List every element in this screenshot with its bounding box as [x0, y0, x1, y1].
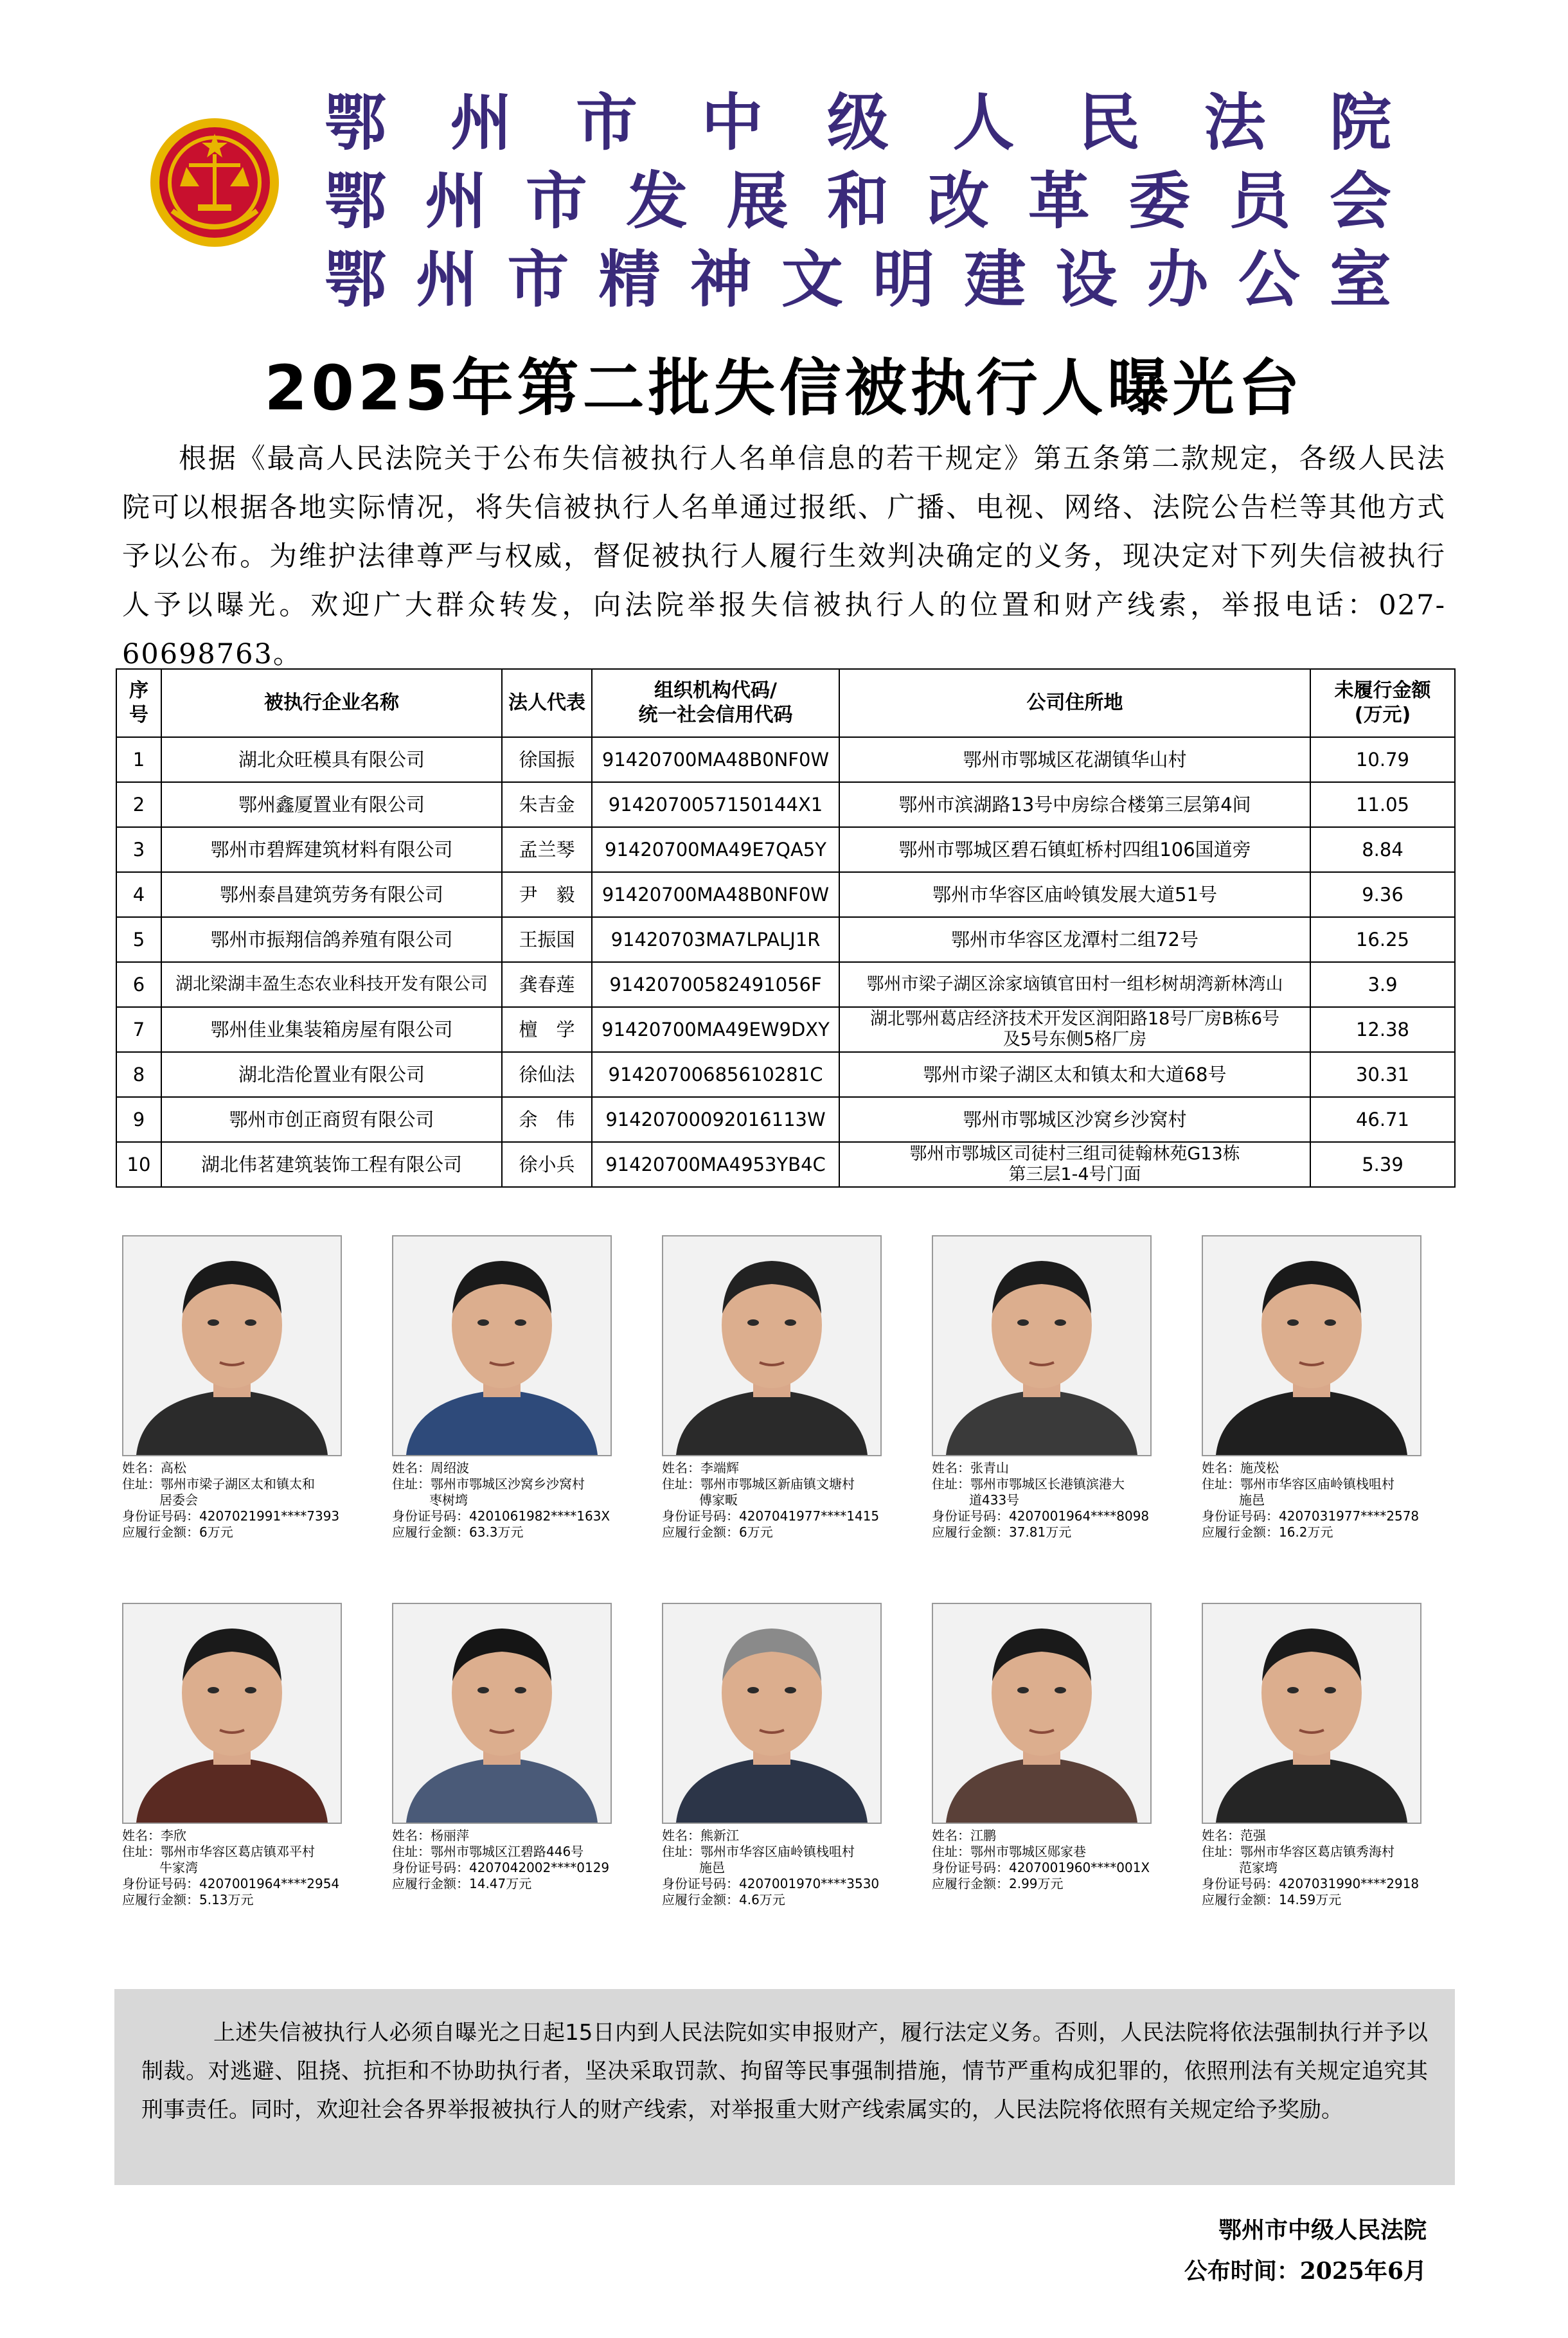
cell-company-name: 鄂州市创正商贸有限公司 — [161, 1097, 502, 1142]
cell-amount: 5.39 — [1310, 1142, 1455, 1187]
header-company-name: 被执行企业名称 — [161, 669, 502, 737]
footer — [1092, 2209, 1427, 2292]
cell-credit-code: 91420700MA4953YB4C — [592, 1142, 839, 1187]
person-id-number: 身份证号码：4207001970****3530 — [662, 1876, 880, 1891]
portrait-photo — [392, 1603, 612, 1824]
header-address: 公司住所地 — [839, 669, 1310, 737]
person-address: 住址：鄂州市华容区庙岭镇栈咀村 — [1202, 1476, 1394, 1492]
person-amount: 应履行金额：63.3万元 — [392, 1524, 524, 1540]
table-row — [116, 737, 1455, 782]
table-row — [116, 962, 1455, 1007]
cell-seq: 5 — [116, 917, 161, 962]
debtor-person-card — [1202, 1603, 1420, 1908]
header-amount: 未履行金额 (万元) — [1310, 669, 1455, 737]
cell-seq: 2 — [116, 782, 161, 827]
debtor-company-table — [116, 668, 1456, 1188]
cell-seq: 7 — [116, 1007, 161, 1052]
portrait-photo — [1202, 1603, 1421, 1824]
header-seq: 序号 — [116, 669, 161, 737]
table-row — [116, 917, 1455, 962]
table-row — [116, 1052, 1455, 1097]
person-address-cont: 范家塆 — [1239, 1860, 1278, 1875]
cell-seq: 4 — [116, 872, 161, 917]
cell-company-name: 鄂州市振翔信鸽养殖有限公司 — [161, 917, 502, 962]
cell-company-name: 湖北伟茗建筑装饰工程有限公司 — [161, 1142, 502, 1187]
person-name: 姓名：李端辉 — [662, 1460, 739, 1476]
publish-date: 公布时间：2025年6月 — [1184, 2258, 1427, 2285]
cell-address: 鄂州市鄂城区沙窝乡沙窝村 — [839, 1097, 1310, 1142]
cell-legal-rep: 檀 学 — [502, 1007, 592, 1052]
debtor-person-card — [662, 1235, 880, 1540]
portrait-photo — [392, 1235, 612, 1456]
cell-credit-code: 91420700582491056F — [592, 962, 839, 1007]
person-id-number: 身份证号码：4207042002****0129 — [392, 1860, 610, 1875]
table-row — [116, 1007, 1455, 1052]
cell-company-name: 鄂州鑫厦置业有限公司 — [161, 782, 502, 827]
notice-box — [114, 1989, 1455, 2185]
cell-legal-rep: 徐国振 — [502, 737, 592, 782]
person-caption — [392, 1460, 610, 1540]
table-row — [116, 1142, 1455, 1187]
person-amount: 应履行金额：2.99万元 — [932, 1876, 1064, 1891]
cell-address: 鄂州市梁子湖区涂家垴镇官田村一组杉树胡湾新林湾山 — [839, 962, 1310, 1007]
person-caption — [662, 1828, 880, 1908]
issuer-name: 鄂州市中级人民法院 — [1218, 2217, 1427, 2244]
person-address-cont: 施邑 — [1239, 1492, 1265, 1508]
person-amount: 应履行金额：6万元 — [122, 1524, 233, 1540]
cell-credit-code: 91420700MA49EW9DXY — [592, 1007, 839, 1052]
cell-credit-code: 91420700MA49E7QA5Y — [592, 827, 839, 872]
page-title: 2025年第二批失信被执行人曝光台 — [264, 352, 1304, 424]
person-address: 住址：鄂州市鄂城区郧家巷 — [932, 1844, 1086, 1859]
person-address: 住址：鄂州市鄂城区沙窝乡沙窝村 — [392, 1476, 585, 1492]
person-caption — [932, 1460, 1150, 1540]
person-caption — [1202, 1460, 1420, 1540]
debtor-person-card — [1202, 1235, 1420, 1540]
cell-address: 鄂州市鄂城区司徒村三组司徒翰林苑G13栋 第三层1-4号门面 — [839, 1142, 1310, 1187]
cell-legal-rep: 徐小兵 — [502, 1142, 592, 1187]
debtor-person-card — [392, 1603, 610, 1892]
cell-credit-code: 91420700092016113W — [592, 1097, 839, 1142]
person-address-cont: 道433号 — [969, 1492, 1020, 1508]
person-name: 姓名：施茂松 — [1202, 1460, 1279, 1476]
portrait-silhouette-icon — [393, 1604, 610, 1823]
person-name: 姓名：杨丽萍 — [392, 1828, 469, 1843]
person-caption — [1202, 1828, 1420, 1908]
person-address: 住址：鄂州市华容区庙岭镇栈咀村 — [662, 1844, 855, 1859]
person-address-cont: 施邑 — [699, 1860, 725, 1875]
person-amount: 应履行金额：37.81万元 — [932, 1524, 1072, 1540]
portrait-photo — [662, 1235, 882, 1456]
cell-legal-rep: 孟兰琴 — [502, 827, 592, 872]
cell-legal-rep: 尹 毅 — [502, 872, 592, 917]
person-id-number: 身份证号码：4207031990****2918 — [1202, 1876, 1420, 1891]
portrait-photo — [122, 1603, 342, 1824]
debtor-person-card — [392, 1235, 610, 1540]
portrait-silhouette-icon — [933, 1236, 1150, 1455]
cell-address: 鄂州市鄂城区碧石镇虹桥村四组106国道旁 — [839, 827, 1310, 872]
cell-credit-code: 91420700685610281C — [592, 1052, 839, 1097]
person-id-number: 身份证号码：4207021991****7393 — [122, 1508, 340, 1524]
table-header-row — [116, 669, 1455, 737]
cell-amount: 12.38 — [1310, 1007, 1455, 1052]
cell-amount: 9.36 — [1310, 872, 1455, 917]
header-legal-rep: 法人代表 — [502, 669, 592, 737]
person-id-number: 身份证号码：4207001964****2954 — [122, 1876, 340, 1891]
table-row — [116, 872, 1455, 917]
cell-credit-code: 91420700MA48B0NF0W — [592, 737, 839, 782]
person-caption — [932, 1828, 1150, 1892]
portrait-silhouette-icon — [1203, 1236, 1420, 1455]
person-caption — [122, 1828, 341, 1908]
cell-legal-rep: 龚春莲 — [502, 962, 592, 1007]
portrait-silhouette-icon — [123, 1236, 341, 1455]
cell-seq: 1 — [116, 737, 161, 782]
org-line-3: 鄂 州 市 精 神 文 明 建 设 办 公 室 — [325, 242, 1391, 316]
cell-amount: 11.05 — [1310, 782, 1455, 827]
debtor-person-card — [122, 1235, 341, 1540]
cell-address: 鄂州市梁子湖区太和镇太和大道68号 — [839, 1052, 1310, 1097]
cell-amount: 10.79 — [1310, 737, 1455, 782]
person-address: 住址：鄂州市鄂城区长港镇滨港大 — [932, 1476, 1125, 1492]
cell-address: 鄂州市滨湖路13号中房综合楼第三层第4间 — [839, 782, 1310, 827]
cell-legal-rep: 王振国 — [502, 917, 592, 962]
portrait-photo — [1202, 1235, 1421, 1456]
person-caption — [122, 1460, 341, 1540]
cell-address: 鄂州市华容区龙潭村二组72号 — [839, 917, 1310, 962]
person-amount: 应履行金额：16.2万元 — [1202, 1524, 1333, 1540]
person-amount: 应履行金额：14.47万元 — [392, 1876, 532, 1891]
person-amount: 应履行金额：6万元 — [662, 1524, 773, 1540]
org-line-2: 鄂 州 市 发 展 和 改 革 委 员 会 — [325, 164, 1391, 237]
person-name: 姓名：周绍波 — [392, 1460, 469, 1476]
cell-address: 鄂州市鄂城区花湖镇华山村 — [839, 737, 1310, 782]
cell-seq: 9 — [116, 1097, 161, 1142]
cell-company-name: 湖北众旺模具有限公司 — [161, 737, 502, 782]
person-name: 姓名：高松 — [122, 1460, 186, 1476]
header-credit-code: 组织机构代码/ 统一社会信用代码 — [592, 669, 839, 737]
person-caption — [662, 1460, 880, 1540]
person-address-cont: 牛家湾 — [159, 1860, 198, 1875]
person-name: 姓名：范强 — [1202, 1828, 1266, 1843]
person-address: 住址：鄂州市华容区葛店镇邓平村 — [122, 1844, 315, 1859]
cell-address: 鄂州市华容区庙岭镇发展大道51号 — [839, 872, 1310, 917]
debtor-person-card — [932, 1235, 1150, 1540]
person-name: 姓名：张青山 — [932, 1460, 1009, 1476]
cell-credit-code: 9142070057150144X1 — [592, 782, 839, 827]
person-id-number: 身份证号码：4207001964****8098 — [932, 1508, 1150, 1524]
poster-header — [0, 0, 1568, 328]
cell-legal-rep: 余 伟 — [502, 1097, 592, 1142]
cell-seq: 8 — [116, 1052, 161, 1097]
cell-amount: 30.31 — [1310, 1052, 1455, 1097]
portrait-silhouette-icon — [933, 1604, 1150, 1823]
person-address: 住址：鄂州市鄂城区新庙镇文塘村 — [662, 1476, 855, 1492]
person-address: 住址：鄂州市华容区葛店镇秀海村 — [1202, 1844, 1394, 1859]
person-amount: 应履行金额：4.6万元 — [662, 1892, 785, 1907]
debtor-person-card — [662, 1603, 880, 1908]
person-address: 住址：鄂州市梁子湖区太和镇太和 — [122, 1476, 315, 1492]
person-address: 住址：鄂州市鄂城区江碧路446号 — [392, 1844, 584, 1859]
person-amount: 应履行金额：14.59万元 — [1202, 1892, 1342, 1907]
portrait-silhouette-icon — [663, 1604, 880, 1823]
table-row — [116, 827, 1455, 872]
court-emblem-icon — [147, 114, 283, 251]
portrait-photo — [662, 1603, 882, 1824]
person-address-cont: 傅家畈 — [699, 1492, 738, 1508]
table-row — [116, 1097, 1455, 1142]
portrait-silhouette-icon — [1203, 1604, 1420, 1823]
cell-seq: 6 — [116, 962, 161, 1007]
cell-address: 湖北鄂州葛店经济技术开发区润阳路18号厂房B栋6号 及5号东侧5格厂房 — [839, 1007, 1310, 1052]
cell-legal-rep: 徐仙法 — [502, 1052, 592, 1097]
cell-amount: 46.71 — [1310, 1097, 1455, 1142]
debtor-person-card — [932, 1603, 1150, 1892]
notice-text: 上述失信被执行人必须自曝光之日起15日内到人民法院如实申报财产，履行法定义务。否则，人民法院将依法强制执行并予以制裁。对逃避、阻挠、抗拒和不协助执行者，坚决采取罚款、拘留等民事强制措施，情节严重构成犯罪的，依照刑法有关规定追究其刑事责任。同时，欢迎社会各界举报被执行人的财产线索，对举报重大财产线索属实的，人民法院将依照有关规定给予奖励。 — [141, 2020, 1428, 2123]
table-row — [116, 782, 1455, 827]
org-line-1: 鄂 州 市 中 级 人 民 法 院 — [325, 85, 1391, 159]
cell-amount: 8.84 — [1310, 827, 1455, 872]
cell-company-name: 湖北浩伦置业有限公司 — [161, 1052, 502, 1097]
person-amount: 应履行金额：5.13万元 — [122, 1892, 254, 1907]
person-name: 姓名：熊新江 — [662, 1828, 739, 1843]
person-address-cont: 枣树塆 — [429, 1492, 468, 1508]
cell-seq: 3 — [116, 827, 161, 872]
intro-paragraph: 根据《最高人民法院关于公布失信被执行人名单信息的若干规定》第五条第二款规定，各级人民法院可以根据各地实际情况，将失信被执行人名单通过报纸、广播、电视、网络、法院公告栏等其他方式予以公布。为维护法律尊严与权威，督促被执行人履行生效判决确定的义务，现决定对下列失信被执行人予以曝光。欢迎广大群众转发，向法院举报失信被执行人的位置和财产线索，举报电话：027-60698763。 — [122, 443, 1446, 670]
person-caption — [392, 1828, 610, 1892]
debtor-person-card — [122, 1603, 341, 1908]
portrait-silhouette-icon — [393, 1236, 610, 1455]
cell-credit-code: 91420700MA48B0NF0W — [592, 872, 839, 917]
cell-company-name: 鄂州佳业集装箱房屋有限公司 — [161, 1007, 502, 1052]
cell-amount: 3.9 — [1310, 962, 1455, 1007]
person-name: 姓名：李欣 — [122, 1828, 186, 1843]
cell-company-name: 鄂州泰昌建筑劳务有限公司 — [161, 872, 502, 917]
person-id-number: 身份证号码：4207041977****1415 — [662, 1508, 880, 1524]
cell-company-name: 鄂州市碧辉建筑材料有限公司 — [161, 827, 502, 872]
cell-amount: 16.25 — [1310, 917, 1455, 962]
person-id-number: 身份证号码：4207031977****2578 — [1202, 1508, 1420, 1524]
person-address-cont: 居委会 — [159, 1492, 198, 1508]
portrait-photo — [122, 1235, 342, 1456]
cell-legal-rep: 朱吉金 — [502, 782, 592, 827]
cell-credit-code: 91420703MA7LPALJ1R — [592, 917, 839, 962]
debtor-photo-grid — [122, 1235, 1459, 1942]
portrait-photo — [932, 1235, 1152, 1456]
person-name: 姓名：江鹏 — [932, 1828, 996, 1843]
person-id-number: 身份证号码：4201061982****163X — [392, 1508, 610, 1524]
cell-seq: 10 — [116, 1142, 161, 1187]
portrait-photo — [932, 1603, 1152, 1824]
cell-company-name: 湖北梁湖丰盈生态农业科技开发有限公司 — [161, 962, 502, 1007]
portrait-silhouette-icon — [663, 1236, 880, 1455]
portrait-silhouette-icon — [123, 1604, 341, 1823]
person-id-number: 身份证号码：4207001960****001X — [932, 1860, 1150, 1875]
